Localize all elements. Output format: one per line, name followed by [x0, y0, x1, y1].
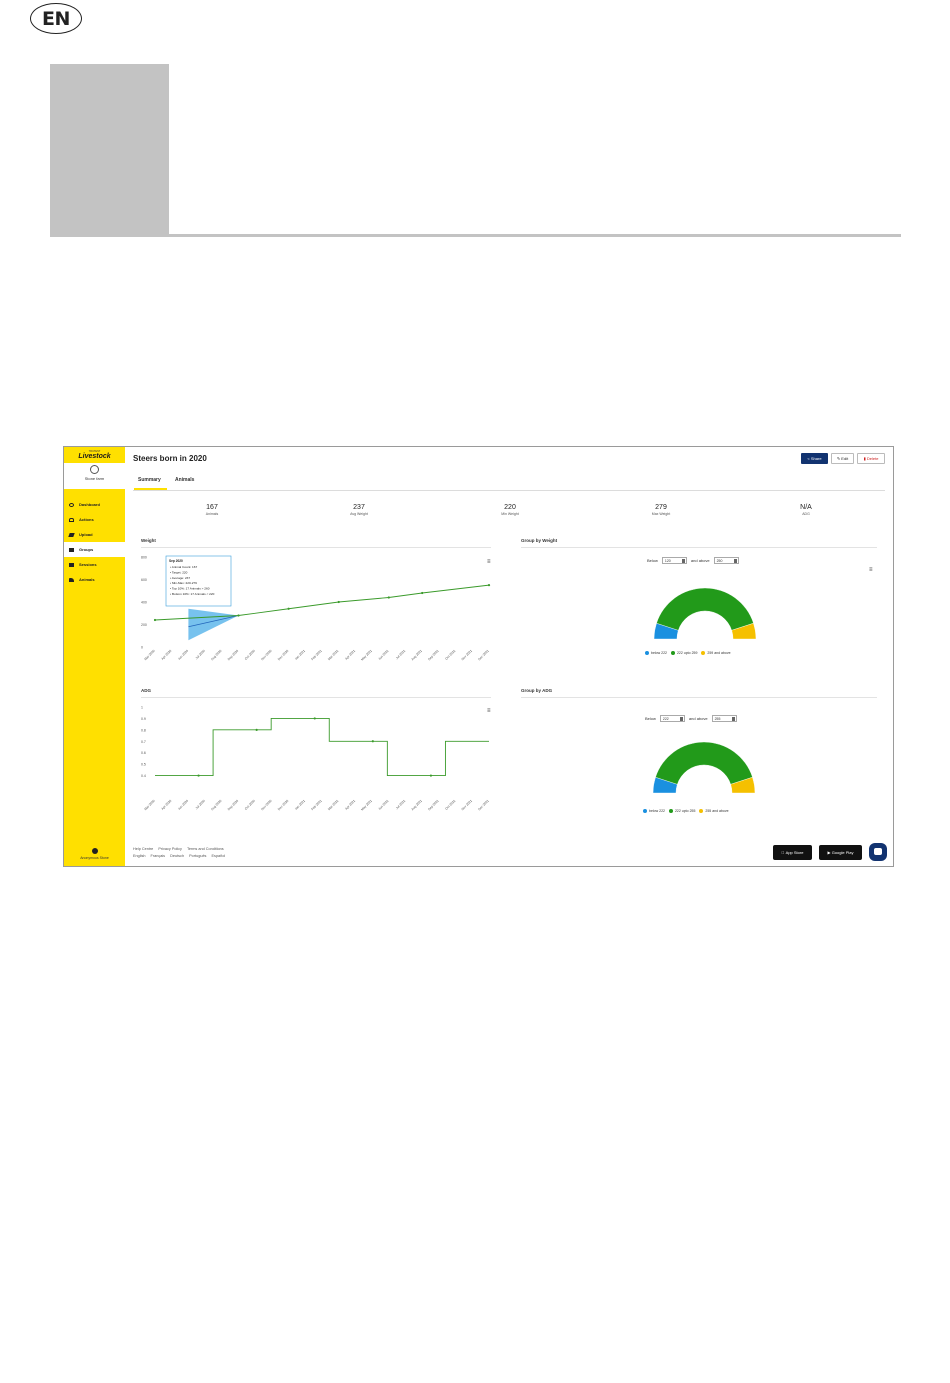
below-input[interactable]: 120	[662, 557, 687, 564]
x-tick-label: Jan 2021	[293, 648, 307, 661]
x-tick-label: Dec 2020	[276, 648, 290, 662]
tooltip-line: • Bottom 10%: 17 Animals < 220	[170, 592, 215, 596]
weight-point	[421, 592, 423, 594]
bell-icon	[69, 518, 74, 522]
sidebar	[64, 447, 125, 866]
above-input[interactable]: 250	[714, 557, 739, 564]
stat-label: Min Weight	[501, 512, 519, 516]
google-play-label: Google Play	[831, 850, 854, 855]
group-adg-divider	[521, 697, 877, 698]
x-tick-label: May 2021	[360, 798, 373, 812]
stat-avg-weight	[329, 504, 389, 516]
y-tick-label: 800	[141, 555, 147, 560]
nav-item-actions[interactable]	[64, 512, 125, 527]
y-tick-label: 0.5	[141, 762, 146, 767]
weight-point	[154, 619, 156, 621]
x-tick-label: Jun 2020	[176, 648, 190, 661]
legend-label: 255 and above	[705, 809, 729, 813]
header-rule	[50, 234, 901, 237]
adg-point	[256, 729, 258, 731]
user-menu[interactable]	[64, 848, 125, 860]
tooltip-line: • Average: 237	[170, 575, 191, 580]
x-tick-label: Jun 2021	[377, 798, 390, 811]
user-name: Anonymous Stone	[80, 856, 109, 860]
play-icon: ▶	[827, 850, 832, 855]
x-tick-label: Aug 2020	[210, 648, 223, 662]
stat-label: ADG	[802, 512, 810, 516]
lang-english[interactable]: English	[133, 854, 146, 858]
group-adg-legend	[639, 809, 729, 813]
delete-button[interactable]	[857, 453, 885, 464]
legend-label: below 222	[651, 651, 667, 655]
x-tick-label: Jun 2020	[176, 798, 190, 811]
farm-icon	[90, 465, 99, 474]
groups-icon	[69, 548, 74, 552]
x-tick-label: Aug 2021	[410, 648, 423, 662]
nav-item-sessions[interactable]	[64, 557, 125, 572]
farm-selector[interactable]	[64, 463, 125, 489]
side-nav	[64, 497, 125, 587]
stat-label: Animals	[205, 512, 219, 516]
x-tick-label: Sep 2021	[427, 798, 440, 812]
x-tick-label: Nov 2021	[460, 648, 474, 662]
x-tick-label: Jul 2021	[394, 798, 407, 811]
y-tick-label: 200	[141, 623, 147, 627]
privacy-policy-link[interactable]: Privacy Policy	[158, 847, 182, 851]
legend-blue-dot	[643, 809, 647, 813]
stat-label: Avg Weight	[350, 512, 368, 516]
legend-green-dot	[669, 809, 673, 813]
page-title: Steers born in 2020	[133, 454, 207, 463]
pencil-icon: ✎	[836, 456, 842, 461]
nav-item-upload[interactable]	[64, 527, 125, 542]
stat-min-weight	[480, 504, 540, 516]
weight-chart-menu-icon[interactable]: ≡	[487, 559, 491, 565]
x-tick-label: Dec 2021	[477, 798, 490, 812]
nav-item-groups[interactable]	[64, 542, 125, 557]
user-icon	[92, 848, 98, 854]
y-tick-label: 0.8	[141, 728, 146, 733]
tooltip-line: • Animal Count: 167	[170, 565, 198, 569]
legend-label: 222 upto 255	[674, 809, 696, 813]
group-weight-title: Group by Weight	[521, 538, 558, 543]
app-store-label: App Store	[784, 850, 802, 855]
x-tick-label: Nov 2021	[460, 798, 474, 812]
group-adg-gauge	[649, 738, 759, 795]
farm-name: Stone farm	[84, 476, 105, 481]
weight-chart	[139, 551, 494, 671]
weight-chart-title: Weight	[141, 538, 156, 543]
upload-icon	[68, 533, 74, 537]
x-tick-label: Oct 2020	[243, 648, 256, 661]
brand-name: Livestock	[78, 453, 111, 460]
adg-point	[314, 717, 316, 719]
x-tick-label: Jul 2020	[194, 648, 206, 661]
weight-point	[288, 608, 290, 610]
lang-portugues[interactable]: Português	[189, 854, 207, 858]
weight-point	[338, 601, 340, 603]
adg-point	[372, 740, 374, 742]
legend-label: below 222	[649, 809, 665, 813]
x-tick-label: Nov 2020	[260, 648, 273, 662]
nav-label: Upload	[79, 532, 93, 537]
y-tick-label: 0.4	[141, 774, 146, 779]
lang-deutsch[interactable]: Deutsch	[170, 854, 185, 858]
gauge-slice	[656, 588, 753, 630]
x-tick-label: Sep 2021	[427, 648, 440, 662]
above-input[interactable]: 255	[712, 715, 737, 722]
main-content	[125, 447, 893, 866]
footer-links	[133, 846, 229, 860]
stat-value: 167	[206, 504, 218, 511]
tooltip-range-area	[188, 609, 238, 641]
legend-yellow-dot	[701, 651, 705, 655]
group-weight-gauge	[650, 579, 760, 641]
x-tick-label: Oct 2020	[243, 798, 256, 811]
below-label: Below	[647, 558, 658, 563]
nav-label: Dashboard	[79, 502, 100, 507]
stat-adg	[776, 504, 836, 516]
tooltip-line: • Min-Max: 220-279	[170, 581, 197, 586]
adg-chart-menu-icon[interactable]: ≡	[487, 708, 491, 714]
x-tick-label: Jun 2021	[377, 648, 390, 661]
x-tick-label: Mar 2021	[327, 648, 340, 662]
nav-item-animals[interactable]	[64, 572, 125, 587]
legend-label: 222 upto 259	[676, 651, 698, 655]
x-tick-label: Feb 2021	[310, 648, 323, 662]
edit-label: Edit	[841, 456, 849, 461]
nav-label: Actions	[79, 517, 94, 522]
app-screenshot	[63, 446, 894, 867]
weight-point	[237, 614, 239, 616]
dashboard-icon	[69, 503, 74, 507]
below-label: Below	[645, 716, 656, 721]
adg-series-line	[155, 718, 489, 775]
x-tick-label: Mar 2020	[143, 648, 156, 662]
x-tick-label: Aug 2020	[210, 798, 223, 812]
chat-icon[interactable]	[869, 843, 887, 861]
legend-blue-dot	[645, 651, 649, 655]
app-store-button[interactable]	[773, 845, 812, 860]
x-tick-label: Aug 2021	[410, 798, 423, 812]
tooltip-line: • Top 10%: 17 Animals > 260	[170, 586, 210, 591]
group-weight-menu-icon[interactable]: ≡	[869, 567, 873, 573]
x-tick-label: Apr 2020	[160, 798, 173, 811]
share-label: Share	[810, 456, 822, 461]
legend-yellow-dot	[699, 809, 703, 813]
y-tick-label: 600	[141, 578, 147, 582]
tab-summary[interactable]: Summary	[138, 477, 161, 483]
x-tick-label: Mar 2021	[327, 798, 340, 812]
x-tick-label: Sep 2020	[226, 798, 240, 812]
weight-point	[388, 596, 390, 598]
group-adg-title: Group by ADG	[521, 688, 553, 693]
x-tick-label: Feb 2021	[310, 798, 323, 812]
x-tick-label: Apr 2021	[344, 648, 357, 661]
gauge-slice	[655, 742, 752, 784]
x-tick-label: Jul 2021	[394, 648, 407, 661]
x-tick-label: Oct 2021	[444, 648, 457, 661]
x-tick-label: Nov 2020	[260, 798, 273, 812]
y-tick-label: 0.6	[141, 751, 146, 756]
share-button[interactable]	[801, 453, 828, 464]
below-input[interactable]: 222	[660, 715, 685, 722]
trash-icon: ▮	[863, 456, 867, 461]
x-tick-label: Jan 2021	[293, 798, 307, 811]
x-tick-label: May 2021	[360, 648, 373, 662]
above-label: and above	[690, 558, 710, 563]
nav-item-dashboard[interactable]	[64, 497, 125, 512]
brand-top: TRUTEST	[88, 450, 101, 453]
adg-point	[197, 774, 199, 776]
weight-point	[488, 584, 490, 586]
legend-label: 259 and above	[707, 651, 731, 655]
chapter-block	[50, 64, 169, 235]
language-badge: EN	[30, 3, 82, 34]
stat-value: 220	[504, 504, 516, 511]
nav-label: Groups	[79, 547, 94, 552]
x-tick-label: Dec 2021	[477, 648, 490, 662]
share-icon: <	[807, 456, 811, 461]
terms-link[interactable]: Terms and Conditions	[186, 847, 224, 851]
x-tick-label: Oct 2021	[444, 798, 457, 811]
tooltip-title: Sep 2020	[169, 559, 183, 563]
tooltip-line: • Target: 220	[170, 570, 188, 575]
stat-value: 237	[353, 504, 365, 511]
google-play-button[interactable]	[819, 845, 862, 860]
x-tick-label: Dec 2020	[276, 798, 290, 812]
y-tick-label: 0.7	[141, 739, 146, 744]
legend-green-dot	[671, 651, 675, 655]
edit-button[interactable]	[831, 453, 854, 464]
x-tick-label: Apr 2020	[160, 648, 173, 661]
stat-value: 279	[655, 504, 667, 511]
y-tick-label: 0.9	[141, 716, 146, 721]
y-tick-label: 1	[141, 705, 143, 710]
nav-label: Sessions	[79, 562, 97, 567]
adg-range-controls	[645, 715, 741, 722]
adg-chart-title: ADG	[141, 688, 151, 693]
x-tick-label: Sep 2020	[226, 648, 240, 662]
help-centre-link[interactable]: Help Centre	[133, 847, 154, 851]
x-tick-label: Apr 2021	[344, 798, 357, 811]
group-weight-divider	[521, 547, 877, 548]
adg-chart	[139, 701, 494, 821]
cow-icon	[69, 578, 74, 582]
above-label: and above	[688, 716, 708, 721]
x-tick-label: Mar 2020	[143, 798, 156, 812]
group-weight-legend	[641, 651, 731, 655]
delete-label: Delete	[866, 456, 879, 461]
weight-divider	[141, 547, 491, 548]
sessions-icon	[69, 563, 74, 567]
stat-label: Max Weight	[651, 512, 671, 516]
stat-value: N/A	[800, 504, 812, 511]
adg-divider	[141, 697, 491, 698]
adg-point	[430, 774, 432, 776]
tabs-divider	[133, 490, 885, 491]
stat-max-weight	[631, 504, 691, 516]
stat-animals	[182, 504, 242, 516]
nav-label: Animals	[79, 577, 95, 582]
x-tick-label: Jul 2020	[194, 798, 206, 811]
tab-animals[interactable]: Animals	[175, 477, 195, 483]
tooltip	[166, 556, 231, 606]
lang-espanol[interactable]: Español	[211, 854, 226, 858]
y-tick-label: 400	[141, 600, 147, 605]
lang-francais[interactable]: Français	[150, 854, 166, 858]
apple-icon	[783, 850, 785, 855]
weight-range-controls	[647, 557, 743, 564]
y-tick-label: 0	[141, 645, 143, 650]
